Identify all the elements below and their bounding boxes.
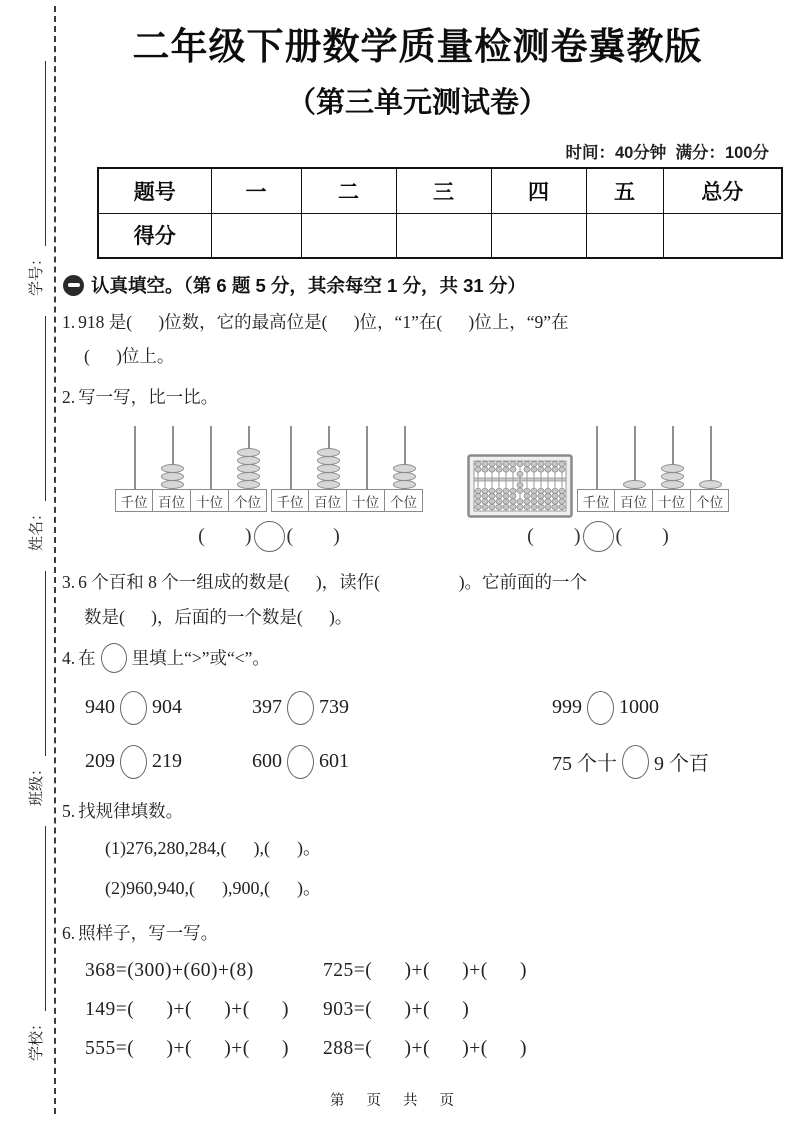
score-empty-cell-4 <box>491 213 586 258</box>
question-1 <box>62 305 773 373</box>
equation-blank: 149=( )+( )+( ) <box>85 998 289 1020</box>
score-table <box>97 167 783 259</box>
abacus-rod <box>653 426 691 512</box>
place-value-label: 千位 <box>115 489 153 512</box>
question-5-sequence-1: (1)276,280,284,( ),( )。 <box>105 837 321 858</box>
comparison-left-value: 209 <box>85 750 115 773</box>
abacus-bead-stack <box>229 449 267 489</box>
answer-circle-icon <box>101 643 127 673</box>
abacus-rod-wire <box>596 426 598 489</box>
place-value-label: 个位 <box>228 489 267 512</box>
abacus-group-right <box>467 426 729 552</box>
section-1-title: 认真填空。（第 6 题 5 分，其余每空 1 分，共 31 分） <box>91 275 526 296</box>
abacus-bead-stack <box>153 465 191 489</box>
abacus-rod <box>615 426 653 512</box>
comparison-left-value: 940 <box>85 696 115 719</box>
abacus-rod <box>691 426 729 512</box>
question-3 <box>62 565 773 633</box>
abacus-bead <box>623 480 646 489</box>
place-value-label: 十位 <box>346 489 385 512</box>
question-2 <box>62 380 773 552</box>
answer-blank: ( ) <box>615 525 669 548</box>
compare-circle <box>120 745 147 779</box>
comparison-item <box>85 745 252 779</box>
comparison-right-value: 739 <box>319 696 349 719</box>
abacus-bead <box>161 480 184 489</box>
comparison-right-value: 601 <box>319 750 349 773</box>
abacus-bead <box>699 480 722 489</box>
abacus-rod <box>229 426 267 512</box>
question-1-number: 1. <box>62 312 76 332</box>
score-empty-cell-2 <box>301 213 396 258</box>
question-5-text: 找规律填数。 <box>78 800 184 821</box>
score-empty-cell-1 <box>211 213 301 258</box>
question-4-text-prefix: 在 <box>78 647 96 668</box>
comparison-left-value: 397 <box>252 696 282 719</box>
sidebar-field-blank-line <box>43 61 46 246</box>
abacus-bead <box>661 480 684 489</box>
abacus-rod <box>385 426 423 512</box>
page-title: 二年级下册数学质量检测卷冀教版 <box>132 26 703 67</box>
question-4-text-suffix: 里填上“>”或“<”。 <box>131 647 270 668</box>
abacus-rod <box>309 426 347 512</box>
compare-blank-row-right <box>467 521 729 552</box>
abacus-image-3 <box>577 426 729 512</box>
place-value-label: 百位 <box>308 489 347 512</box>
section-1-header <box>63 272 773 298</box>
abacus-rod <box>191 426 229 512</box>
question-3-number: 3. <box>62 572 76 593</box>
abacus-rod <box>347 426 385 512</box>
compare-circle <box>622 745 649 779</box>
abacus-bead-stack <box>653 465 691 489</box>
question-3-text-line2: 数是( )，后面的一个数是( )。 <box>84 606 353 627</box>
compare-circle <box>583 521 614 552</box>
abacus-rod-wire <box>134 426 136 489</box>
sidebar-field-school <box>20 816 46 1071</box>
question-2-number: 2. <box>62 387 76 408</box>
question-5-sequence-2: (2)960,940,( ),900,( )。 <box>105 878 321 899</box>
abacus-image-1 <box>115 426 267 512</box>
answer-blank: ( ) <box>198 525 252 548</box>
question-1-text-line2: ( )位上。 <box>84 346 175 367</box>
compare-circle <box>254 521 285 552</box>
comparison-right-value: 9 个百 <box>654 753 709 776</box>
place-value-label: 千位 <box>577 489 615 512</box>
score-table-column-2: 二 <box>301 168 396 213</box>
question-6-number: 6. <box>62 922 76 943</box>
comparison-item <box>552 691 773 725</box>
abacus-bead <box>317 480 340 489</box>
place-value-label: 千位 <box>271 489 309 512</box>
page-number-footer: 第 页 共 页 <box>329 1093 464 1109</box>
question-4 <box>62 641 773 779</box>
comparison-right-value: 1000 <box>619 696 659 719</box>
abacus-bead-stack <box>385 465 423 489</box>
worksheet-content <box>62 0 783 1060</box>
abacus-bead-stack <box>691 481 729 489</box>
abacus-bead-stack <box>309 449 347 489</box>
place-value-label: 个位 <box>384 489 423 512</box>
abacus-image-2 <box>271 426 423 512</box>
compare-circle <box>587 691 614 725</box>
comparison-grid <box>85 691 773 779</box>
abacus-rod-wire <box>290 426 292 489</box>
abacus-rod-wire <box>210 426 212 489</box>
abacus-bead <box>237 480 260 489</box>
score-empty-cell-5 <box>586 213 663 258</box>
question-4-number: 4. <box>62 647 76 668</box>
abacus-rod <box>271 426 309 512</box>
comparison-left-value: 999 <box>552 696 582 719</box>
sidebar-field-student-name <box>20 306 46 561</box>
place-value-label: 个位 <box>690 489 729 512</box>
score-table-column-3: 三 <box>396 168 491 213</box>
equation-blank: 555=( )+( )+( ) <box>85 1037 289 1059</box>
comparison-right-value: 219 <box>152 750 182 773</box>
sidebar-field-label: 学号： <box>28 250 45 296</box>
section-one-marker-icon <box>63 275 84 296</box>
score-table-column-4: 四 <box>491 168 586 213</box>
comparison-item <box>252 691 552 725</box>
score-table-column-6: 总分 <box>663 168 782 213</box>
question-1-text: 918 是( )位数，它的最高位是( )位，“1”在( )位上，“9”在 <box>78 312 569 332</box>
binding-cut-line <box>54 6 56 1114</box>
comparison-item <box>252 745 552 779</box>
question-5-number: 5. <box>62 800 76 821</box>
comparison-left-value: 600 <box>252 750 282 773</box>
compare-circle <box>120 691 147 725</box>
time-score-info: 时间：40分钟 满分：100分 <box>565 144 769 162</box>
score-table-header-row <box>98 168 782 213</box>
abacus-bead <box>393 480 416 489</box>
place-value-label: 十位 <box>652 489 691 512</box>
suanpan-image <box>467 454 573 518</box>
sidebar-fields <box>20 51 46 1071</box>
sidebar-field-label: 姓名： <box>28 505 45 551</box>
score-table-label-cell: 题号 <box>98 168 211 213</box>
comparison-right-value: 904 <box>152 696 182 719</box>
abacus-rod-wire <box>366 426 368 489</box>
abacus-rod <box>153 426 191 512</box>
sidebar-field-label: 班级： <box>28 760 45 806</box>
place-value-label: 十位 <box>190 489 229 512</box>
sidebar-field-blank-line <box>43 826 46 1011</box>
equation-grid <box>85 960 773 1060</box>
compare-blank-row-left <box>115 521 423 552</box>
sidebar-field-blank-line <box>43 571 46 756</box>
score-table-column-5: 五 <box>586 168 663 213</box>
sidebar-field-student-id <box>20 51 46 306</box>
abacus-rod <box>115 426 153 512</box>
abacus-rod <box>577 426 615 512</box>
score-empty-cell-6 <box>663 213 782 258</box>
comparison-item <box>552 745 773 779</box>
score-row-label-cell: 得分 <box>98 213 211 258</box>
equation-blank: 725=( )+( )+( ) <box>323 959 527 981</box>
place-value-label: 百位 <box>614 489 653 512</box>
page-subtitle: （第三单元测试卷） <box>286 87 548 119</box>
score-empty-cell-3 <box>396 213 491 258</box>
score-table-column-1: 一 <box>211 168 301 213</box>
equation-blank: 903=( )+( ) <box>323 998 470 1020</box>
question-6-text: 照样子，写一写。 <box>78 922 219 943</box>
comparison-item <box>85 691 252 725</box>
comparison-left-value: 75 个十 <box>552 753 617 776</box>
compare-circle <box>287 745 314 779</box>
question-6 <box>62 916 773 1060</box>
answer-blank: ( ) <box>286 525 340 548</box>
sidebar-field-label: 学校： <box>28 1015 45 1061</box>
score-table-score-row <box>98 213 782 258</box>
place-value-label: 百位 <box>152 489 191 512</box>
sidebar-field-blank-line <box>43 316 46 501</box>
answer-blank: ( ) <box>527 525 581 548</box>
compare-circle <box>287 691 314 725</box>
question-5 <box>62 794 773 909</box>
abacus-area <box>115 426 773 552</box>
abacus-group-left <box>115 426 423 552</box>
question-2-text: 写一写，比一比。 <box>78 387 219 408</box>
abacus-bead-stack <box>615 481 653 489</box>
equation-example: 368=(300)+(60)+(8) <box>85 959 254 981</box>
question-3-text: 6 个百和 8 个一组成的数是( )，读作( )。它前面的一个 <box>78 572 588 593</box>
sidebar-field-class <box>20 561 46 816</box>
equation-blank: 288=( )+( )+( ) <box>323 1037 527 1059</box>
